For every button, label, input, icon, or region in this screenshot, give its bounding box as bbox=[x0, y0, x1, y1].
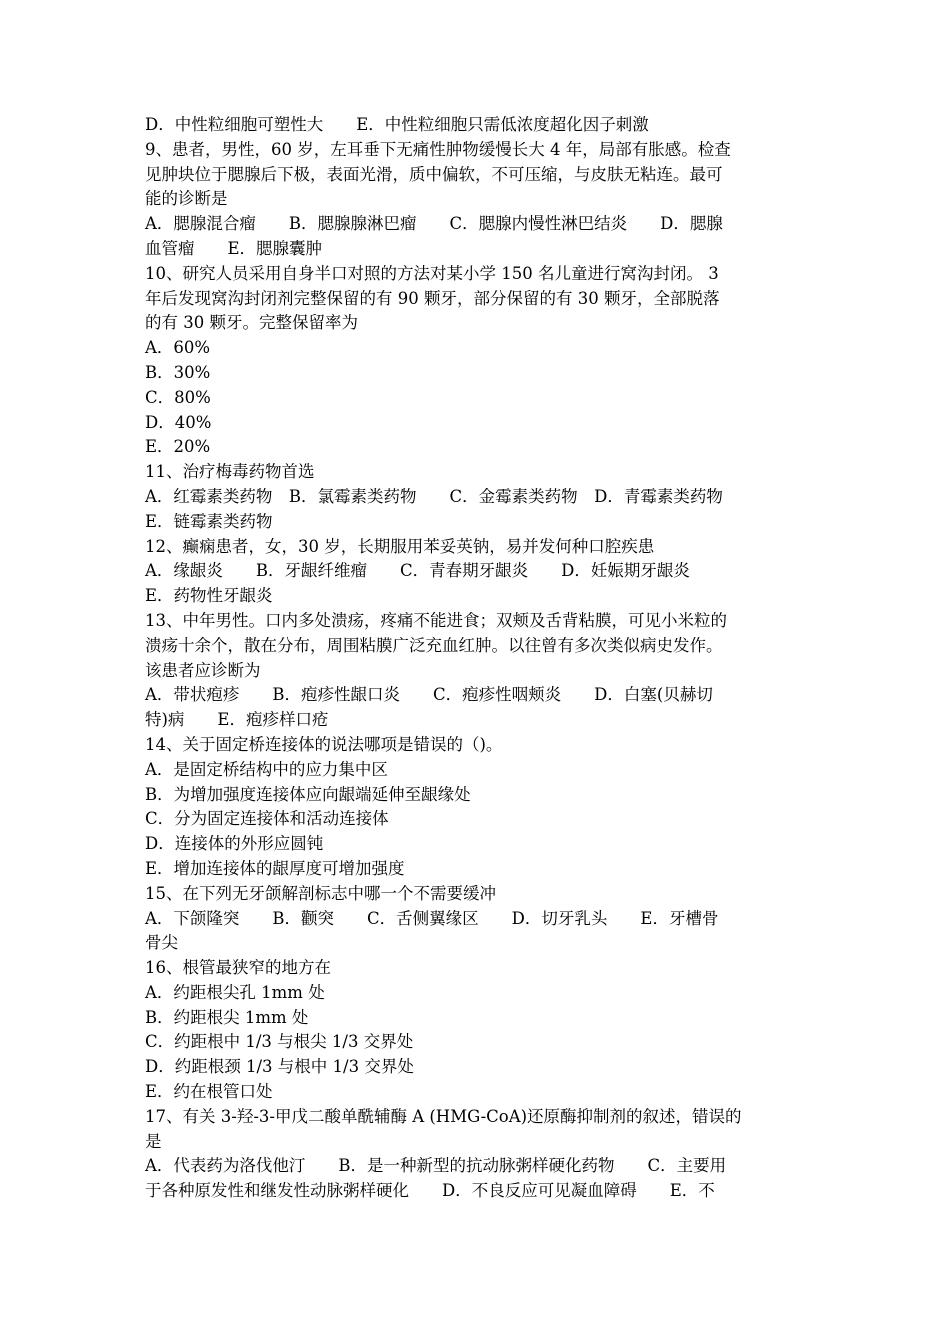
text-line: A．下颌隆突 B．颧突 C．舌侧翼缘区 D．切牙乳头 E．牙槽骨 bbox=[145, 908, 719, 928]
text-line: E．20% bbox=[145, 437, 211, 457]
text-line: E．链霉素类药物 bbox=[145, 511, 273, 531]
text-line: E．约在根管口处 bbox=[145, 1082, 273, 1102]
text-line: 骨尖 bbox=[145, 933, 178, 953]
text-line: D．约距根颈 1/3 与根中 1/3 交界处 bbox=[145, 1057, 414, 1077]
text-line: A．约距根尖孔 1mm 处 bbox=[145, 982, 325, 1002]
text-line: 于各种原发性和继发性动脉粥样硬化 D．不良反应可见凝血障碍 E．不 bbox=[145, 1181, 715, 1201]
text-line: B．约距根尖 1mm 处 bbox=[145, 1007, 309, 1027]
text-line: 15、在下列无牙颌解剖标志中哪一个不需要缓冲 bbox=[145, 883, 496, 903]
text-line: C．约距根中 1/3 与根尖 1/3 交界处 bbox=[145, 1032, 414, 1052]
text-line: 16、根管最狭窄的地方在 bbox=[145, 958, 331, 978]
text-line: 见肿块位于腮腺后下极，表面光滑，质中偏软，不可压缩，与皮肤无粘连。最可 bbox=[145, 164, 723, 184]
text-line: A．红霉素类药物 B．氯霉素类药物 C．金霉素类药物 D．青霉素类药物 bbox=[145, 486, 723, 506]
text-line: C．分为固定连接体和活动连接体 bbox=[145, 809, 389, 829]
text-line: C．80% bbox=[145, 387, 211, 407]
text-line: A．是固定桥结构中的应力集中区 bbox=[145, 759, 388, 779]
text-line: D．连接体的外形应圆钝 bbox=[145, 834, 324, 854]
text-line: 10、研究人员采用自身半口对照的方法对某小学 150 名儿童进行窝沟封闭。 3 bbox=[145, 263, 719, 283]
text-line: A．腮腺混合瘤 B．腮腺腺淋巴瘤 C．腮腺内慢性淋巴结炎 D．腮腺 bbox=[145, 214, 723, 234]
text-line: E．增加连接体的龈厚度可增加强度 bbox=[145, 858, 405, 878]
text-line: A．代表药为洛伐他汀 B．是一种新型的抗动脉粥样硬化药物 C．主要用 bbox=[145, 1156, 727, 1176]
text-line: 12、癫痫患者，女，30 岁，长期服用苯妥英钠，易并发何种口腔疾患 bbox=[145, 536, 655, 556]
text-line: A．缘龈炎 B．牙龈纤维瘤 C．青春期牙龈炎 D．妊娠期牙龈炎 bbox=[145, 561, 690, 581]
text-line: 特)病 E．疱疹样口疮 bbox=[145, 710, 329, 730]
text-line: B．为增加强度连接体应向龈端延伸至龈缘处 bbox=[145, 784, 471, 804]
text-line: A．60% bbox=[145, 338, 211, 358]
text-line: 14、关于固定桥连接体的说法哪项是错误的（)。 bbox=[145, 734, 503, 754]
text-line: A．带状疱疹 B．疱疹性龈口炎 C．疱疹性咽颊炎 D．白塞(贝赫切 bbox=[145, 685, 713, 705]
text-line: 该患者应诊断为 bbox=[145, 660, 261, 680]
text-line: 溃疡十余个，散在分布，周围粘膜广泛充血红肿。以往曾有多次类似病史发作。 bbox=[145, 635, 723, 655]
text-line: E．药物性牙龈炎 bbox=[145, 586, 273, 606]
text-line: 9、患者，男性，60 岁，左耳垂下无痛性肿物缓慢长大 4 年，局部有胀感。检查 bbox=[145, 139, 731, 159]
document-body bbox=[145, 113, 807, 1204]
text-line: D．40% bbox=[145, 412, 212, 432]
text-line: D．中性粒细胞可塑性大 E．中性粒细胞只需低浓度超化因子刺激 bbox=[145, 115, 649, 134]
text-line: 的有 30 颗牙。完整保留率为 bbox=[145, 313, 358, 333]
text-line: 年后发现窝沟封闭剂完整保留的有 90 颗牙，部分保留的有 30 颗牙，全部脱落 bbox=[145, 288, 720, 308]
text-line: 17、有关 3-羟-3-甲戊二酸单酰辅酶 A (HMG-CoA)还原酶抑制剂的叙述，错误的 bbox=[145, 1106, 742, 1126]
text-line: B．30% bbox=[145, 362, 211, 382]
text-line: 血管瘤 E．腮腺囊肿 bbox=[145, 238, 323, 258]
text-line: 是 bbox=[145, 1131, 162, 1151]
text-line: 11、治疗梅毒药物首选 bbox=[145, 462, 315, 482]
text-line: 13、中年男性。口内多处溃疡，疼痛不能进食；双颊及舌背粘膜，可见小米粒的 bbox=[145, 610, 727, 630]
text-line: 能的诊断是 bbox=[145, 189, 228, 209]
